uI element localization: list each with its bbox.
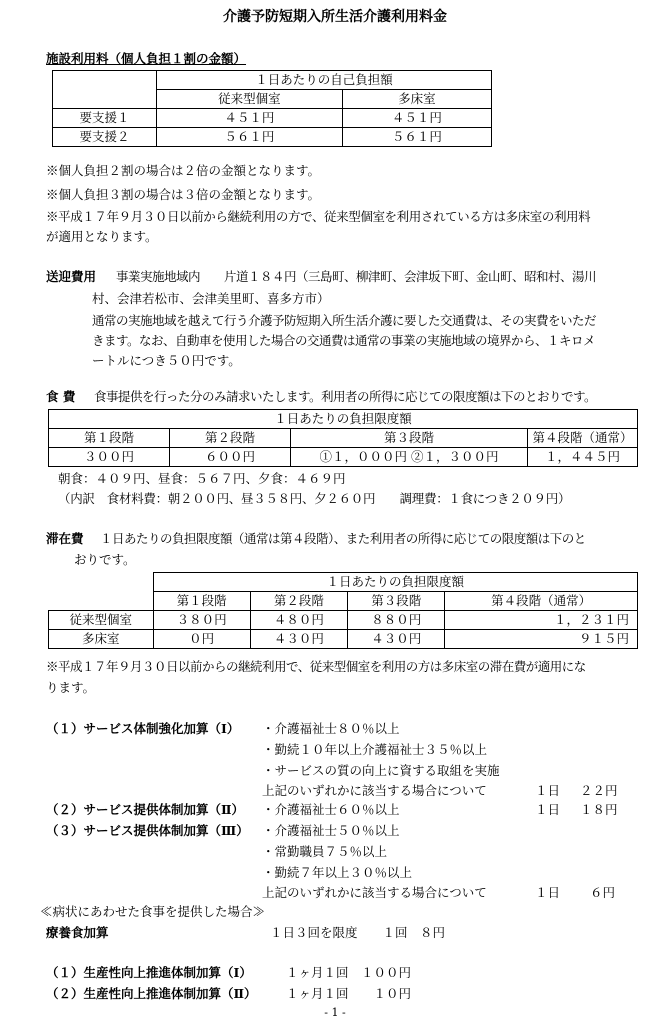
row-label: 多床室 <box>49 630 154 649</box>
transport-line: きます。なお、自動車を使用した場合の交通費は通常の事業の実施地域の境界から、１キロメ <box>92 333 596 348</box>
cell-value: ８８０円 <box>348 611 445 630</box>
addition-item: ・常勤職員７５％以上 <box>262 844 388 859</box>
cell-value: ①１，０００円 ②１，３００円 <box>291 448 528 467</box>
cell-value: ３００円 <box>49 448 170 467</box>
therapy-note: ≪病状にあわせた食事を提供した場合≫ <box>40 904 266 919</box>
addition-price: ６円 <box>590 885 616 900</box>
cell-value: ４３０円 <box>250 630 347 649</box>
facility-heading: 施設利用料（個人負担１割の金額） <box>46 51 247 66</box>
addition-item: ・勤続１０年以上介護福祉士３５％以上 <box>262 742 488 757</box>
stay-col-header: 第４段階（通常） <box>445 592 638 611</box>
addition-title: （３）サービス提供体制加算（Ⅲ） <box>46 823 249 838</box>
addition-item: ・介護福祉士５０％以上 <box>262 823 400 838</box>
meal-col-header: 第１段階 <box>49 429 170 448</box>
facility-corner-cell <box>53 71 157 109</box>
meal-col-header: 第４段階（通常） <box>528 429 638 448</box>
facility-note: ※個人負担２割の場合は２倍の金額となります。 <box>46 163 321 178</box>
productivity-text: １ヶ月１回 １０円 <box>286 986 412 1001</box>
therapy-title: 療養食加算 <box>46 925 109 940</box>
table-row <box>49 448 638 467</box>
meal-note: 朝食：４０９円、昼食：５６７円、夕食：４６９円 <box>58 471 346 486</box>
meal-col-header: 第２段階 <box>170 429 291 448</box>
cell-value: １，４４５円 <box>528 448 638 467</box>
stay-col-header: 第２段階 <box>250 592 347 611</box>
row-label: 要支援２ <box>53 128 157 147</box>
stay-table <box>48 572 638 649</box>
cell-value: ３８０円 <box>153 611 250 630</box>
stay-intro: おりです。 <box>74 552 136 567</box>
table-row <box>49 630 638 649</box>
addition-price: １８円 <box>580 802 618 817</box>
addition-item: ・介護福祉士６０％以上 <box>262 802 400 817</box>
addition-title: （１）サービス体制強化加算（Ⅰ） <box>46 721 240 736</box>
stay-heading: 滞在費 <box>46 531 84 546</box>
addition-unit: １日 <box>535 802 561 817</box>
transport-line: 通常の実施地域を越えて行う介護予防短期入所生活介護に要した交通費は、その実費をいただ <box>92 313 597 328</box>
cell-value: ６００円 <box>170 448 291 467</box>
table-row <box>49 611 638 630</box>
addition-price: ２２円 <box>580 783 618 798</box>
addition-item: ・サービスの質の向上に資する取組を実施 <box>262 763 500 778</box>
cell-value: ４８０円 <box>250 611 347 630</box>
page-title: 介護予防短期入所生活介護利用料金 <box>223 9 447 25</box>
meal-group-header: １日あたりの負担限度額 <box>49 410 638 429</box>
meal-table <box>48 409 638 467</box>
transport-line: ートルにつき５０円です。 <box>92 353 241 368</box>
cell-value: ５６１円 <box>342 128 491 147</box>
facility-note: が適用となります。 <box>46 229 158 244</box>
transport-line: 村、会津若松市、会津美里町、喜多方市） <box>92 291 330 306</box>
meal-note: （内訳 食材料費：朝２００円、昼３５８円、夕２６０円 調理費：１食につき２０９円） <box>58 491 571 506</box>
addition-condition: 上記のいずれかに該当する場合について <box>262 783 487 798</box>
meal-col-header: 第３段階 <box>291 429 528 448</box>
cell-value: １，２３１円 <box>445 611 638 630</box>
productivity-title: （２）生産性向上推進体制加算（Ⅱ） <box>46 986 257 1001</box>
stay-note: ります。 <box>46 680 96 695</box>
cell-value: ４５１円 <box>342 109 491 128</box>
transport-heading: 送迎費用 <box>46 269 97 284</box>
facility-note: ※個人負担３割の場合は３倍の金額となります。 <box>46 187 321 202</box>
addition-title: （２）サービス提供体制加算（Ⅱ） <box>46 802 245 817</box>
meal-heading: 食 費 <box>46 389 76 404</box>
facility-col-private: 従来型個室 <box>157 90 343 109</box>
facility-col-multi: 多床室 <box>342 90 491 109</box>
cell-value: ５６１円 <box>157 128 343 147</box>
addition-unit: １日 <box>535 885 561 900</box>
row-label: 従来型個室 <box>49 611 154 630</box>
stay-note: ※平成１７年９月３０日以前からの継続利用で、従来型個室を利用の方は多床室の滞在費が適用にな <box>46 659 586 674</box>
addition-item: ・介護福祉士８０％以上 <box>262 721 400 736</box>
stay-intro: １日あたりの負担限度額（通常は第４段階）、また利用者の所得に応じての限度額は下のと <box>100 531 586 546</box>
stay-col-header: 第１段階 <box>153 592 250 611</box>
stay-col-header: 第３段階 <box>348 592 445 611</box>
productivity-title: （１）生産性向上推進体制加算（Ⅰ） <box>46 965 252 980</box>
therapy-text: １日３回を限度 １回 ８円 <box>270 925 446 940</box>
cell-value: ９１５円 <box>445 630 638 649</box>
table-row <box>53 109 492 128</box>
addition-unit: １日 <box>535 783 561 798</box>
cell-value: ４３０円 <box>348 630 445 649</box>
meal-intro: 食事提供を行った分のみ請求いたします。利用者の所得に応じての限度額は下のとおりです。 <box>94 389 597 404</box>
transport-line: 事業実施地域内 片道１８４円（三島町、柳津町、会津坂下町、金山町、昭和村、湯川 <box>116 269 597 284</box>
stay-corner-cell <box>49 573 154 611</box>
facility-note: ※平成１７年９月３０日以前から継続利用の方で、従来型個室を利用されている方は多床室の利用料 <box>46 209 591 224</box>
table-row <box>53 128 492 147</box>
facility-table <box>52 70 492 147</box>
cell-value: ４５１円 <box>157 109 343 128</box>
cell-value: ０円 <box>153 630 250 649</box>
addition-condition: 上記のいずれかに該当する場合について <box>262 885 487 900</box>
stay-group-header: １日あたりの負担限度額 <box>153 573 638 592</box>
row-label: 要支援１ <box>53 109 157 128</box>
page-number: - 1 - <box>324 1006 346 1019</box>
addition-item: ・勤続７年以上３０％以上 <box>262 865 413 880</box>
productivity-text: １ヶ月１回 １００円 <box>286 965 412 980</box>
facility-group-header: １日あたりの自己負担額 <box>157 71 492 90</box>
